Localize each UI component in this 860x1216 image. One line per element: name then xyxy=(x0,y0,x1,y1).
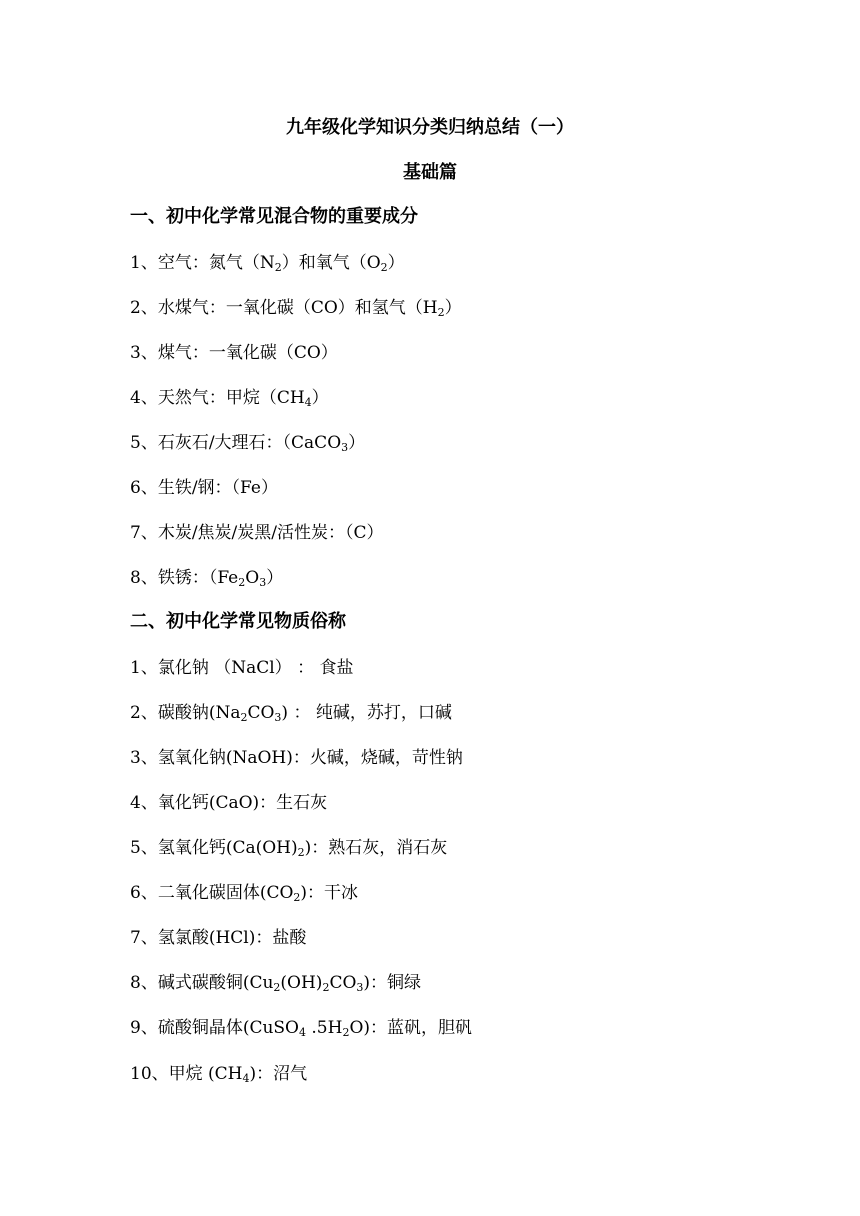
subscript: 2 xyxy=(274,261,282,274)
section-2-item-7: 7、氢氯酸(HCl)：盐酸 xyxy=(130,928,307,948)
subscript: 3 xyxy=(259,576,267,589)
subscript: 4 xyxy=(304,396,312,409)
section-1-item-2: 2、水煤气：一氧化碳（CO）和氢气$(H_2)$ xyxy=(130,298,462,319)
section-1-item-5: 5、石灰石/大理石：（CaCO$_3$） xyxy=(130,433,366,454)
section-2-heading: 二、初中化学常见物质俗称 xyxy=(130,611,346,632)
document-subtitle: 基础篇 xyxy=(403,162,457,183)
section-1-item-4: 4、天然气：甲烷$(CH_4)$ xyxy=(130,388,329,409)
section-2-item-2: 2、碳酸钠$(Na_2CO_3)$ ： 纯碱，苏打，口碱 xyxy=(130,703,452,724)
subscript: 2 xyxy=(322,981,330,994)
section-2-item-5: 5、氢氧化钙$(Ca(OH)_2)$：熟石灰，消石灰 xyxy=(130,838,448,859)
subscript: 2 xyxy=(240,711,248,724)
section-1-item-3: 3、煤气：一氧化碳（CO） xyxy=(130,343,338,363)
section-2-item-10: 10、甲烷 $(CH_4)$：沼气 xyxy=(130,1064,308,1085)
section-1-item-8: 8、铁锈：$(Fe_2O_3)$ xyxy=(130,568,284,589)
section-1-item-7: 7、木炭/焦炭/炭黑/活性炭：（C） xyxy=(130,523,384,543)
subscript: 2 xyxy=(238,576,246,589)
subscript: 3 xyxy=(356,981,364,994)
section-2-item-1: 1、氯化钠 （NaCl） ： 食盐 xyxy=(130,658,354,678)
section-1-heading: 一、初中化学常见混合物的重要成分 xyxy=(130,206,418,227)
subscript: 2 xyxy=(273,981,281,994)
subscript: 2 xyxy=(293,891,301,904)
subscript: 3 xyxy=(341,441,349,454)
subscript: 4 xyxy=(299,1026,306,1039)
section-2-item-6: 6、二氧化碳固体$(CO_2)$：干冰 xyxy=(130,883,359,904)
subscript: 2 xyxy=(437,306,445,319)
subscript: 2 xyxy=(380,261,388,274)
section-2-item-4: 4、氧化钙(CaO)：生石灰 xyxy=(130,793,328,813)
document-title: 九年级化学知识分类归纳总结（一） xyxy=(286,117,574,138)
subscript: 3 xyxy=(274,711,282,724)
section-1-item-6: 6、生铁/钢：（Fe） xyxy=(130,478,278,498)
subscript: 2 xyxy=(297,846,305,859)
section-2-item-9: 9、硫酸铜晶体(CuSO$_4$ $.5H_2O$)：蓝矾，胆矾 xyxy=(130,1018,473,1039)
subscript: 4 xyxy=(242,1072,250,1085)
section-2-item-3: 3、氢氧化钠(NaOH)：火碱，烧碱，苛性钠 xyxy=(130,748,463,768)
subscript: 2 xyxy=(342,1026,350,1039)
section-1-item-1: 1、空气：氮气$(N_2)$和氧气$(O_2)$ xyxy=(130,253,405,274)
section-2-item-8: 8、碱式碳酸铜$(Cu_2(OH)_2CO_3)$：铜绿 xyxy=(130,973,422,994)
